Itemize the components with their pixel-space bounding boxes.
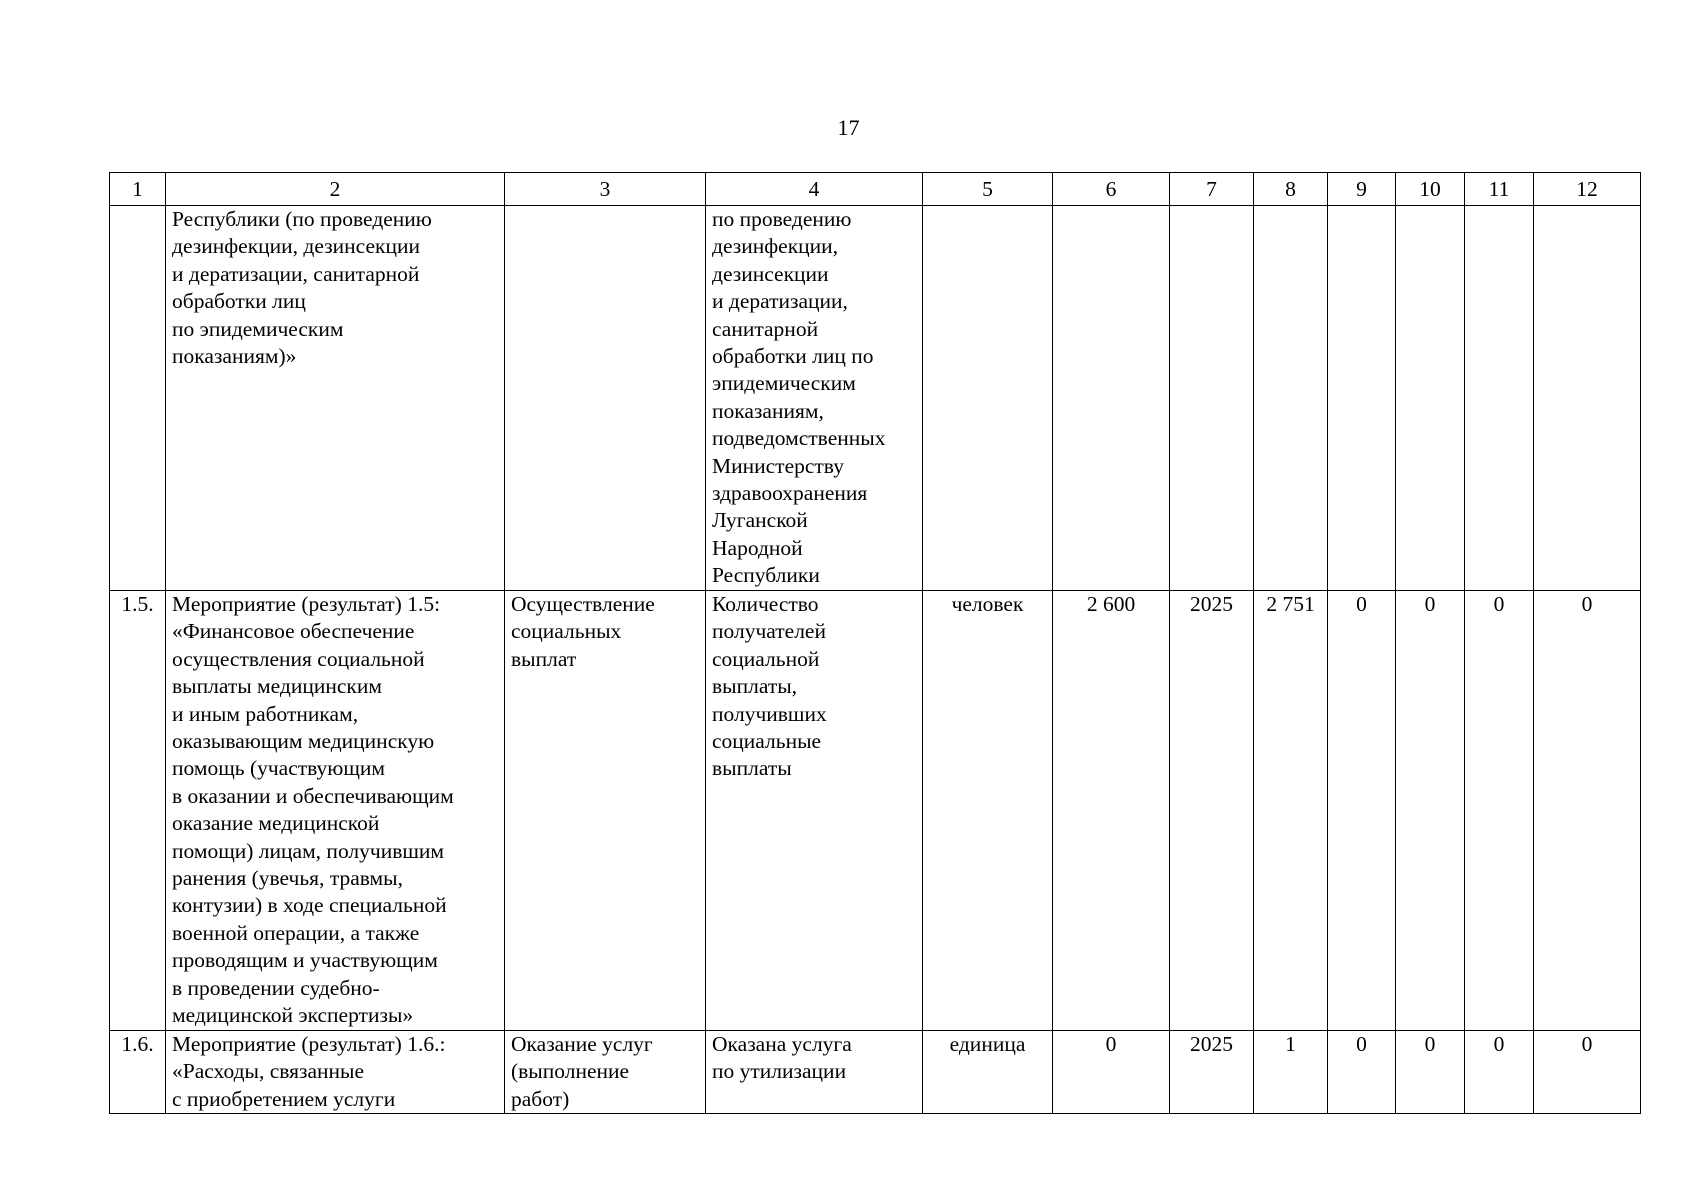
row-number-cell: 1.5. [110,591,166,1031]
row-number-cell: 1.6. [110,1031,166,1114]
value-cell [1254,206,1328,591]
column-header: 11 [1465,173,1534,206]
column-header: 10 [1396,173,1465,206]
value-cell [1328,206,1396,591]
base-year-cell: 2025 [1170,591,1254,1031]
indicator-cell: Оказана услуга по утилизации [706,1031,923,1114]
unit-cell: человек [923,591,1053,1031]
column-header: 3 [505,173,706,206]
value-cell: 0 [1534,1031,1641,1114]
value-cell: 0 [1396,1031,1465,1114]
measure-name-cell: Мероприятие (результат) 1.5: «Финансовое обеспечение осуществления социальной выплаты медицинским и иным работникам, оказывающим медицинскую помощь (участвующим в оказании и обеспечивающим оказание медицинской помощи) лицам, получившим ранения (увечья, травмы, контузии) в ходе специальной военной операции, а также проводящим и участвующим в проведении судебно- медицинской экспертизы» [166,591,505,1031]
value-cell [1534,206,1641,591]
base-value-cell: 0 [1053,1031,1170,1114]
column-header: 5 [923,173,1053,206]
page-number: 17 [837,115,860,140]
result-type-cell: Оказание услуг (выполнение работ) [505,1031,706,1114]
unit-cell: единица [923,1031,1053,1114]
column-header: 7 [1170,173,1254,206]
value-cell [1465,206,1534,591]
column-header: 6 [1053,173,1170,206]
measure-name-cell: Республики (по проведению дезинфекции, дезинсекции и дератизации, санитарной обработки лиц по эпидемическим показаниям)» [166,206,505,591]
column-header: 9 [1328,173,1396,206]
report-table [109,172,1641,1114]
value-cell: 0 [1396,591,1465,1031]
value-cell: 0 [1328,591,1396,1031]
table-row [110,206,1641,591]
base-value-cell [1053,206,1170,591]
indicator-cell: Количество получателей социальной выплаты, получивших социальные выплаты [706,591,923,1031]
table-row [110,1031,1641,1114]
indicator-cell: по проведению дезинфекции, дезинсекции и дератизации, санитарной обработки лиц по эпидемическим показаниям, подведомственных Министерству здравоохранения Луганской Народной Республики [706,206,923,591]
base-year-cell [1170,206,1254,591]
value-cell: 1 [1254,1031,1328,1114]
unit-cell [923,206,1053,591]
value-cell: 0 [1465,591,1534,1031]
row-number-cell [110,206,166,591]
table-row [110,591,1641,1031]
column-header: 1 [110,173,166,206]
result-type-cell [505,206,706,591]
value-cell: 0 [1465,1031,1534,1114]
value-cell: 0 [1328,1031,1396,1114]
value-cell: 0 [1534,591,1641,1031]
column-header: 4 [706,173,923,206]
value-cell [1396,206,1465,591]
column-header: 12 [1534,173,1641,206]
column-header: 2 [166,173,505,206]
base-year-cell: 2025 [1170,1031,1254,1114]
measure-name-cell: Мероприятие (результат) 1.6.: «Расходы, связанные с приобретением услуги [166,1031,505,1114]
column-header: 8 [1254,173,1328,206]
result-type-cell: Осуществление социальных выплат [505,591,706,1031]
table-header-row [110,173,1641,206]
value-cell: 2 751 [1254,591,1328,1031]
base-value-cell: 2 600 [1053,591,1170,1031]
